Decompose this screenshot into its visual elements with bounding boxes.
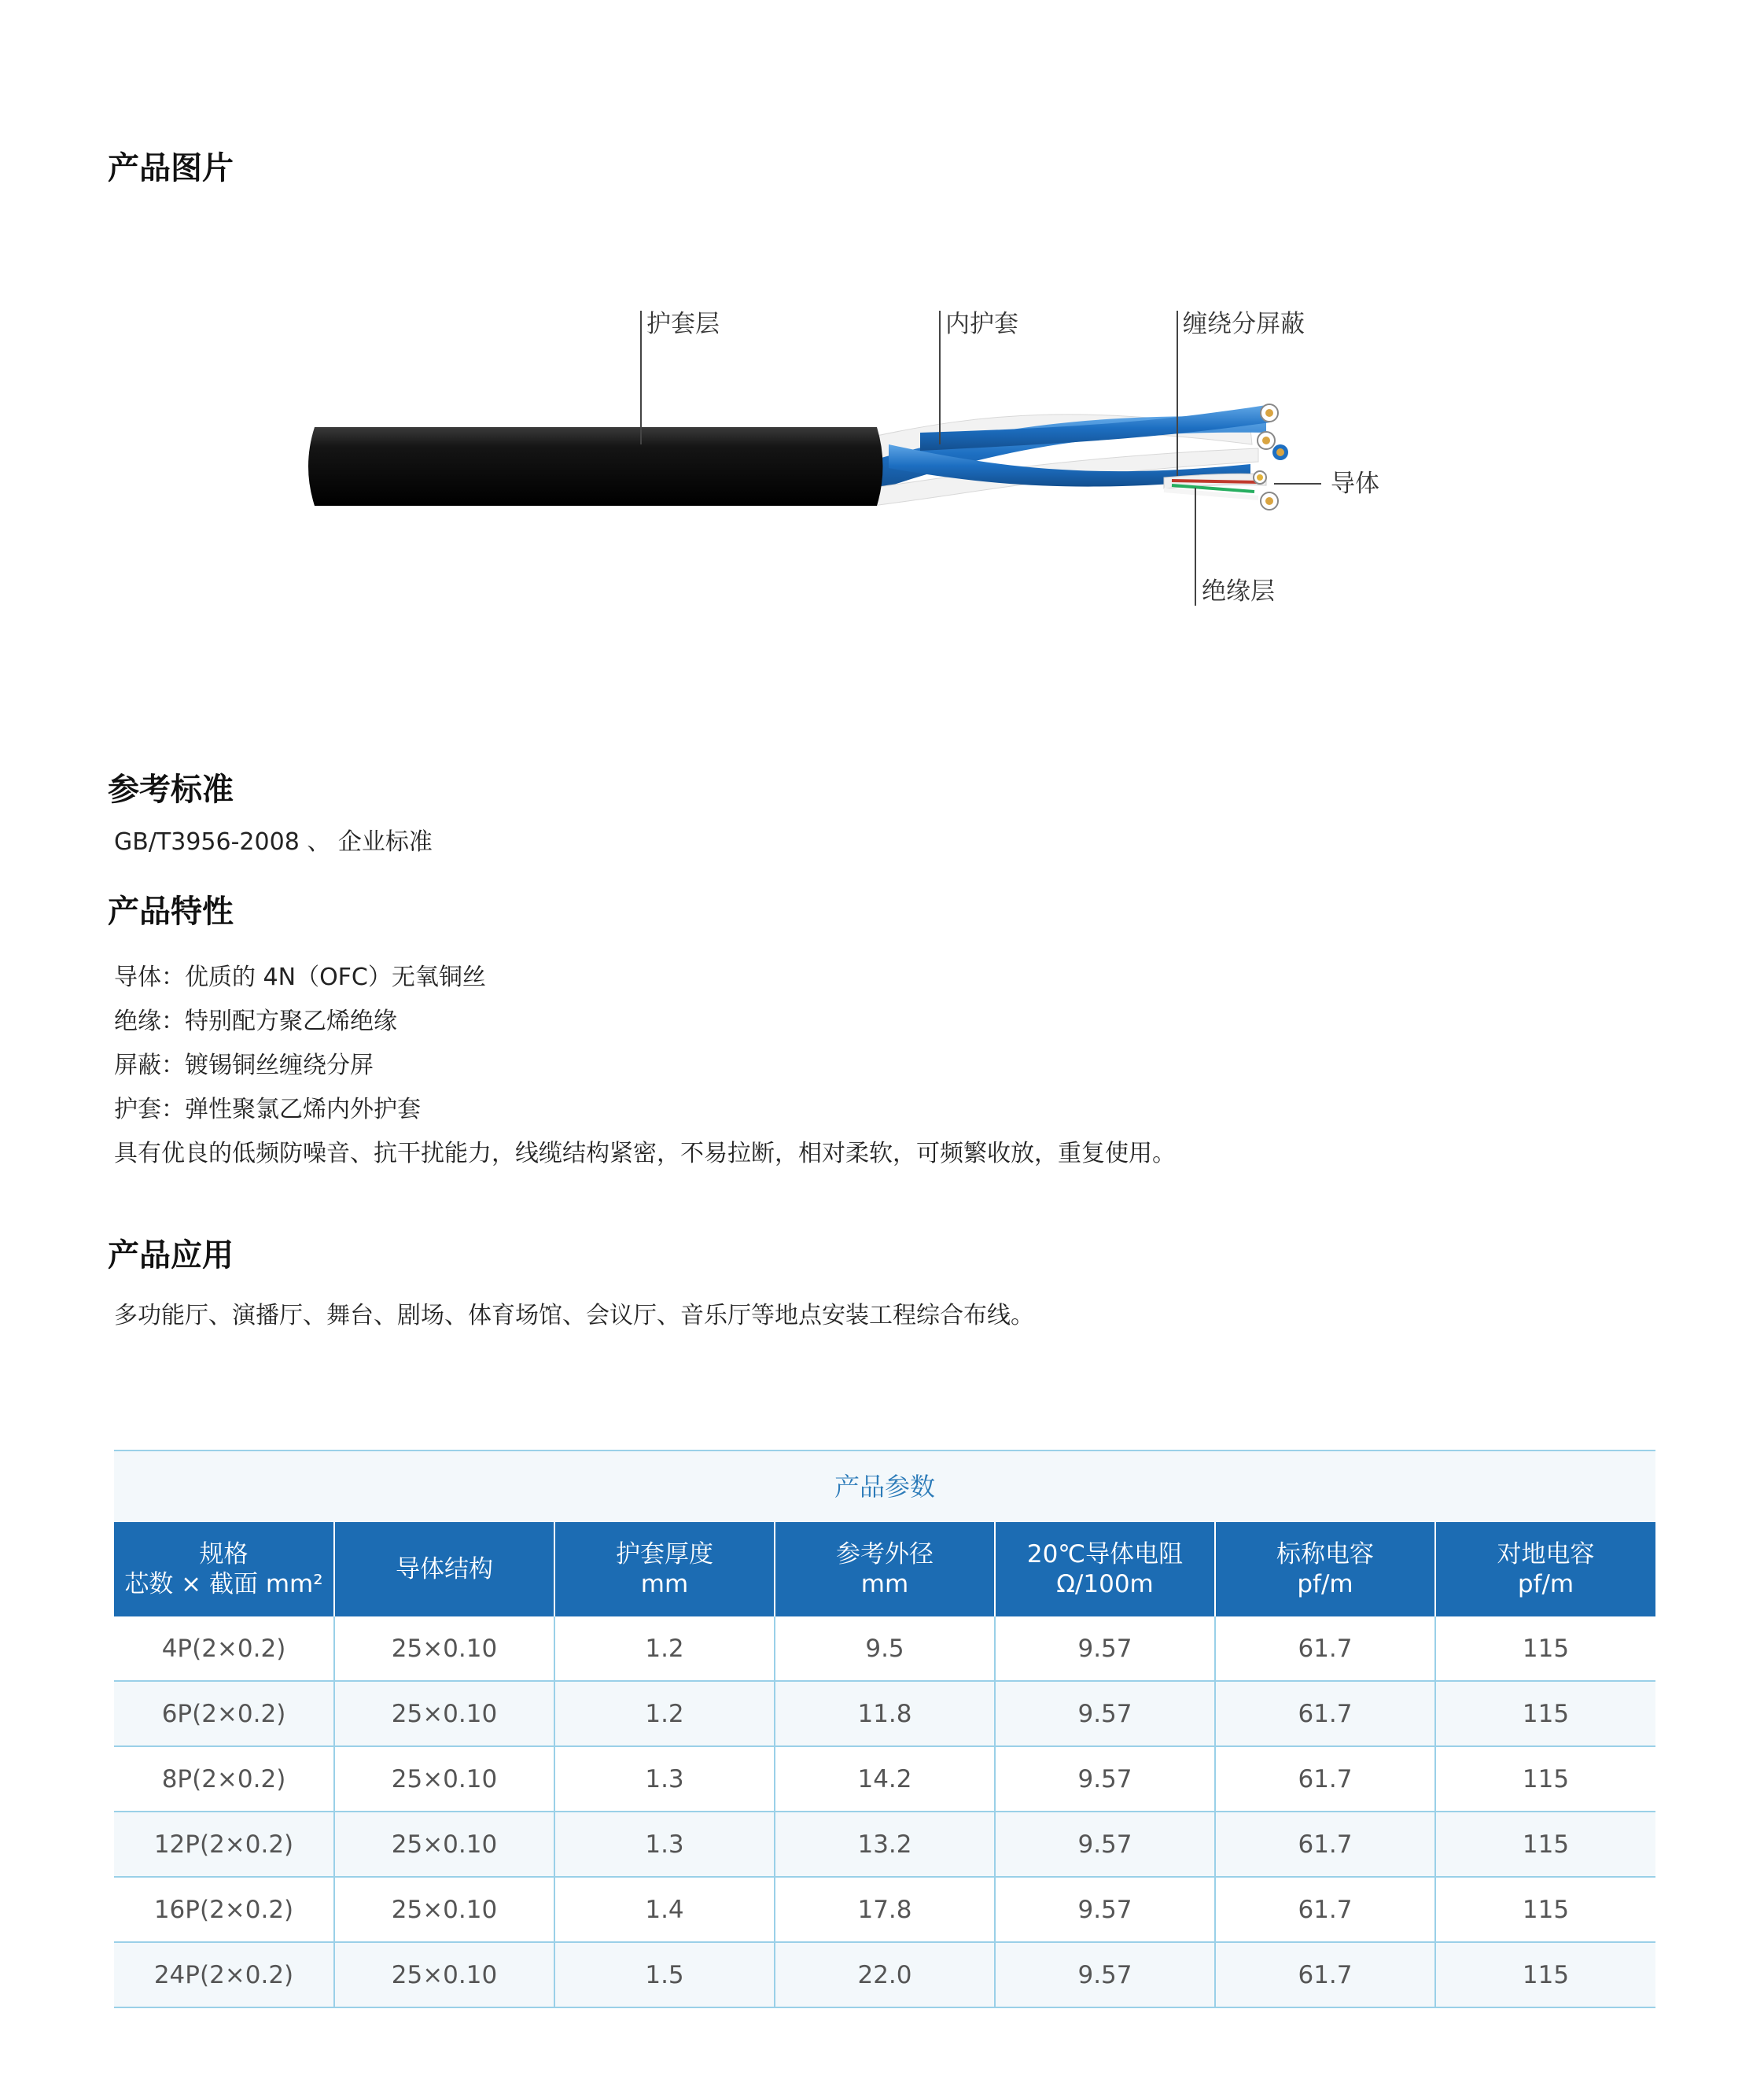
cell-spec: 8P(2×0.2) bbox=[114, 1746, 334, 1812]
table-row bbox=[114, 1812, 1655, 1877]
cell-sheath-thickness: 1.5 bbox=[554, 1942, 775, 2007]
cell-spec: 16P(2×0.2) bbox=[114, 1877, 334, 1942]
cell-conductor-structure: 25×0.10 bbox=[334, 1812, 554, 1877]
cell-conductor-resistance: 9.57 bbox=[995, 1812, 1215, 1877]
cell-ground-capacitance: 115 bbox=[1435, 1812, 1655, 1877]
table-row bbox=[114, 1681, 1655, 1746]
cell-outer-diameter: 13.2 bbox=[775, 1812, 995, 1877]
table-row bbox=[114, 1942, 1655, 2007]
table-row bbox=[114, 1746, 1655, 1812]
cable-cross-section-figure bbox=[291, 295, 1392, 625]
cell-spec: 24P(2×0.2) bbox=[114, 1942, 334, 2007]
table-row bbox=[114, 1616, 1655, 1681]
feature-item-shield: 屏蔽：镀锡铜丝缠绕分屏 bbox=[114, 1052, 374, 1079]
label-shield: 缠绕分屏蔽 bbox=[1183, 310, 1305, 338]
feature-item-insulation: 绝缘：特别配方聚乙烯绝缘 bbox=[114, 1008, 397, 1035]
cell-conductor-resistance: 9.57 bbox=[995, 1942, 1215, 2007]
table-caption: 产品参数 bbox=[114, 1450, 1655, 1522]
cell-outer-diameter: 9.5 bbox=[775, 1616, 995, 1681]
table-row bbox=[114, 1877, 1655, 1942]
section-title-photo: 产品图片 bbox=[108, 150, 234, 186]
cell-ground-capacitance: 115 bbox=[1435, 1681, 1655, 1746]
cell-sheath-thickness: 1.3 bbox=[554, 1746, 775, 1812]
header-ground-capacitance: 对地电容 pf/m bbox=[1435, 1522, 1655, 1616]
cell-nominal-capacitance: 61.7 bbox=[1215, 1877, 1435, 1942]
label-conductor: 导体 bbox=[1331, 470, 1379, 498]
feature-item-conductor: 导体：优质的 4N（OFC）无氧铜丝 bbox=[114, 964, 486, 991]
header-spec: 规格 芯数 × 截面 mm² bbox=[114, 1522, 334, 1616]
cell-conductor-resistance: 9.57 bbox=[995, 1616, 1215, 1681]
cell-sheath-thickness: 1.4 bbox=[554, 1877, 775, 1942]
cell-sheath-thickness: 1.2 bbox=[554, 1616, 775, 1681]
label-insulation: 绝缘层 bbox=[1202, 577, 1275, 606]
cell-conductor-resistance: 9.57 bbox=[995, 1746, 1215, 1812]
cell-sheath-thickness: 1.2 bbox=[554, 1681, 775, 1746]
table-body bbox=[114, 1616, 1655, 2007]
header-conductor-structure: 导体结构 bbox=[334, 1522, 554, 1616]
header-sheath-thickness: 护套厚度 mm bbox=[554, 1522, 775, 1616]
cell-ground-capacitance: 115 bbox=[1435, 1942, 1655, 2007]
header-outer-diameter: 参考外径 mm bbox=[775, 1522, 995, 1616]
cell-outer-diameter: 14.2 bbox=[775, 1746, 995, 1812]
cell-conductor-resistance: 9.57 bbox=[995, 1681, 1215, 1746]
feature-list bbox=[114, 956, 1176, 1176]
cell-outer-diameter: 22.0 bbox=[775, 1942, 995, 2007]
feature-item-sheath: 护套：弹性聚氯乙烯内外护套 bbox=[114, 1096, 421, 1123]
cell-spec: 12P(2×0.2) bbox=[114, 1812, 334, 1877]
section-title-standard: 参考标准 bbox=[108, 772, 234, 808]
header-conductor-resistance: 20℃导体电阻 Ω/100m bbox=[995, 1522, 1215, 1616]
section-title-application: 产品应用 bbox=[108, 1237, 234, 1274]
outer-sheath bbox=[308, 427, 883, 506]
cell-spec: 4P(2×0.2) bbox=[114, 1616, 334, 1681]
cell-nominal-capacitance: 61.7 bbox=[1215, 1812, 1435, 1877]
twisted-pairs bbox=[873, 404, 1288, 510]
label-inner-sheath: 内护套 bbox=[945, 310, 1018, 338]
cell-spec: 6P(2×0.2) bbox=[114, 1681, 334, 1746]
cell-outer-diameter: 17.8 bbox=[775, 1877, 995, 1942]
cell-conductor-structure: 25×0.10 bbox=[334, 1681, 554, 1746]
cell-nominal-capacitance: 61.7 bbox=[1215, 1746, 1435, 1812]
cell-ground-capacitance: 115 bbox=[1435, 1616, 1655, 1681]
cell-conductor-structure: 25×0.10 bbox=[334, 1746, 554, 1812]
cell-conductor-resistance: 9.57 bbox=[995, 1877, 1215, 1942]
cell-nominal-capacitance: 61.7 bbox=[1215, 1681, 1435, 1746]
cell-nominal-capacitance: 61.7 bbox=[1215, 1616, 1435, 1681]
header-nominal-capacitance: 标称电容 pf/m bbox=[1215, 1522, 1435, 1616]
product-parameters-table bbox=[114, 1450, 1655, 2008]
cell-conductor-structure: 25×0.10 bbox=[334, 1616, 554, 1681]
cell-nominal-capacitance: 61.7 bbox=[1215, 1942, 1435, 2007]
label-sheath: 护套层 bbox=[646, 310, 720, 338]
cable-illustration bbox=[291, 295, 1392, 625]
feature-item-summary: 具有优良的低频防噪音、抗干扰能力，线缆结构紧密，不易拉断，相对柔软，可频繁收放，重复使用。 bbox=[114, 1140, 1176, 1167]
section-title-features: 产品特性 bbox=[108, 894, 234, 930]
cell-outer-diameter: 11.8 bbox=[775, 1681, 995, 1746]
table-header-row bbox=[114, 1522, 1655, 1616]
application-text: 多功能厅、演播厅、舞台、剧场、体育场馆、会议厅、音乐厅等地点安装工程综合布线。 bbox=[114, 1302, 1034, 1329]
cell-conductor-structure: 25×0.10 bbox=[334, 1942, 554, 2007]
cell-sheath-thickness: 1.3 bbox=[554, 1812, 775, 1877]
cell-ground-capacitance: 115 bbox=[1435, 1746, 1655, 1812]
cell-conductor-structure: 25×0.10 bbox=[334, 1877, 554, 1942]
cell-ground-capacitance: 115 bbox=[1435, 1877, 1655, 1942]
standard-text: GB/T3956-2008 、 企业标准 bbox=[114, 828, 433, 856]
